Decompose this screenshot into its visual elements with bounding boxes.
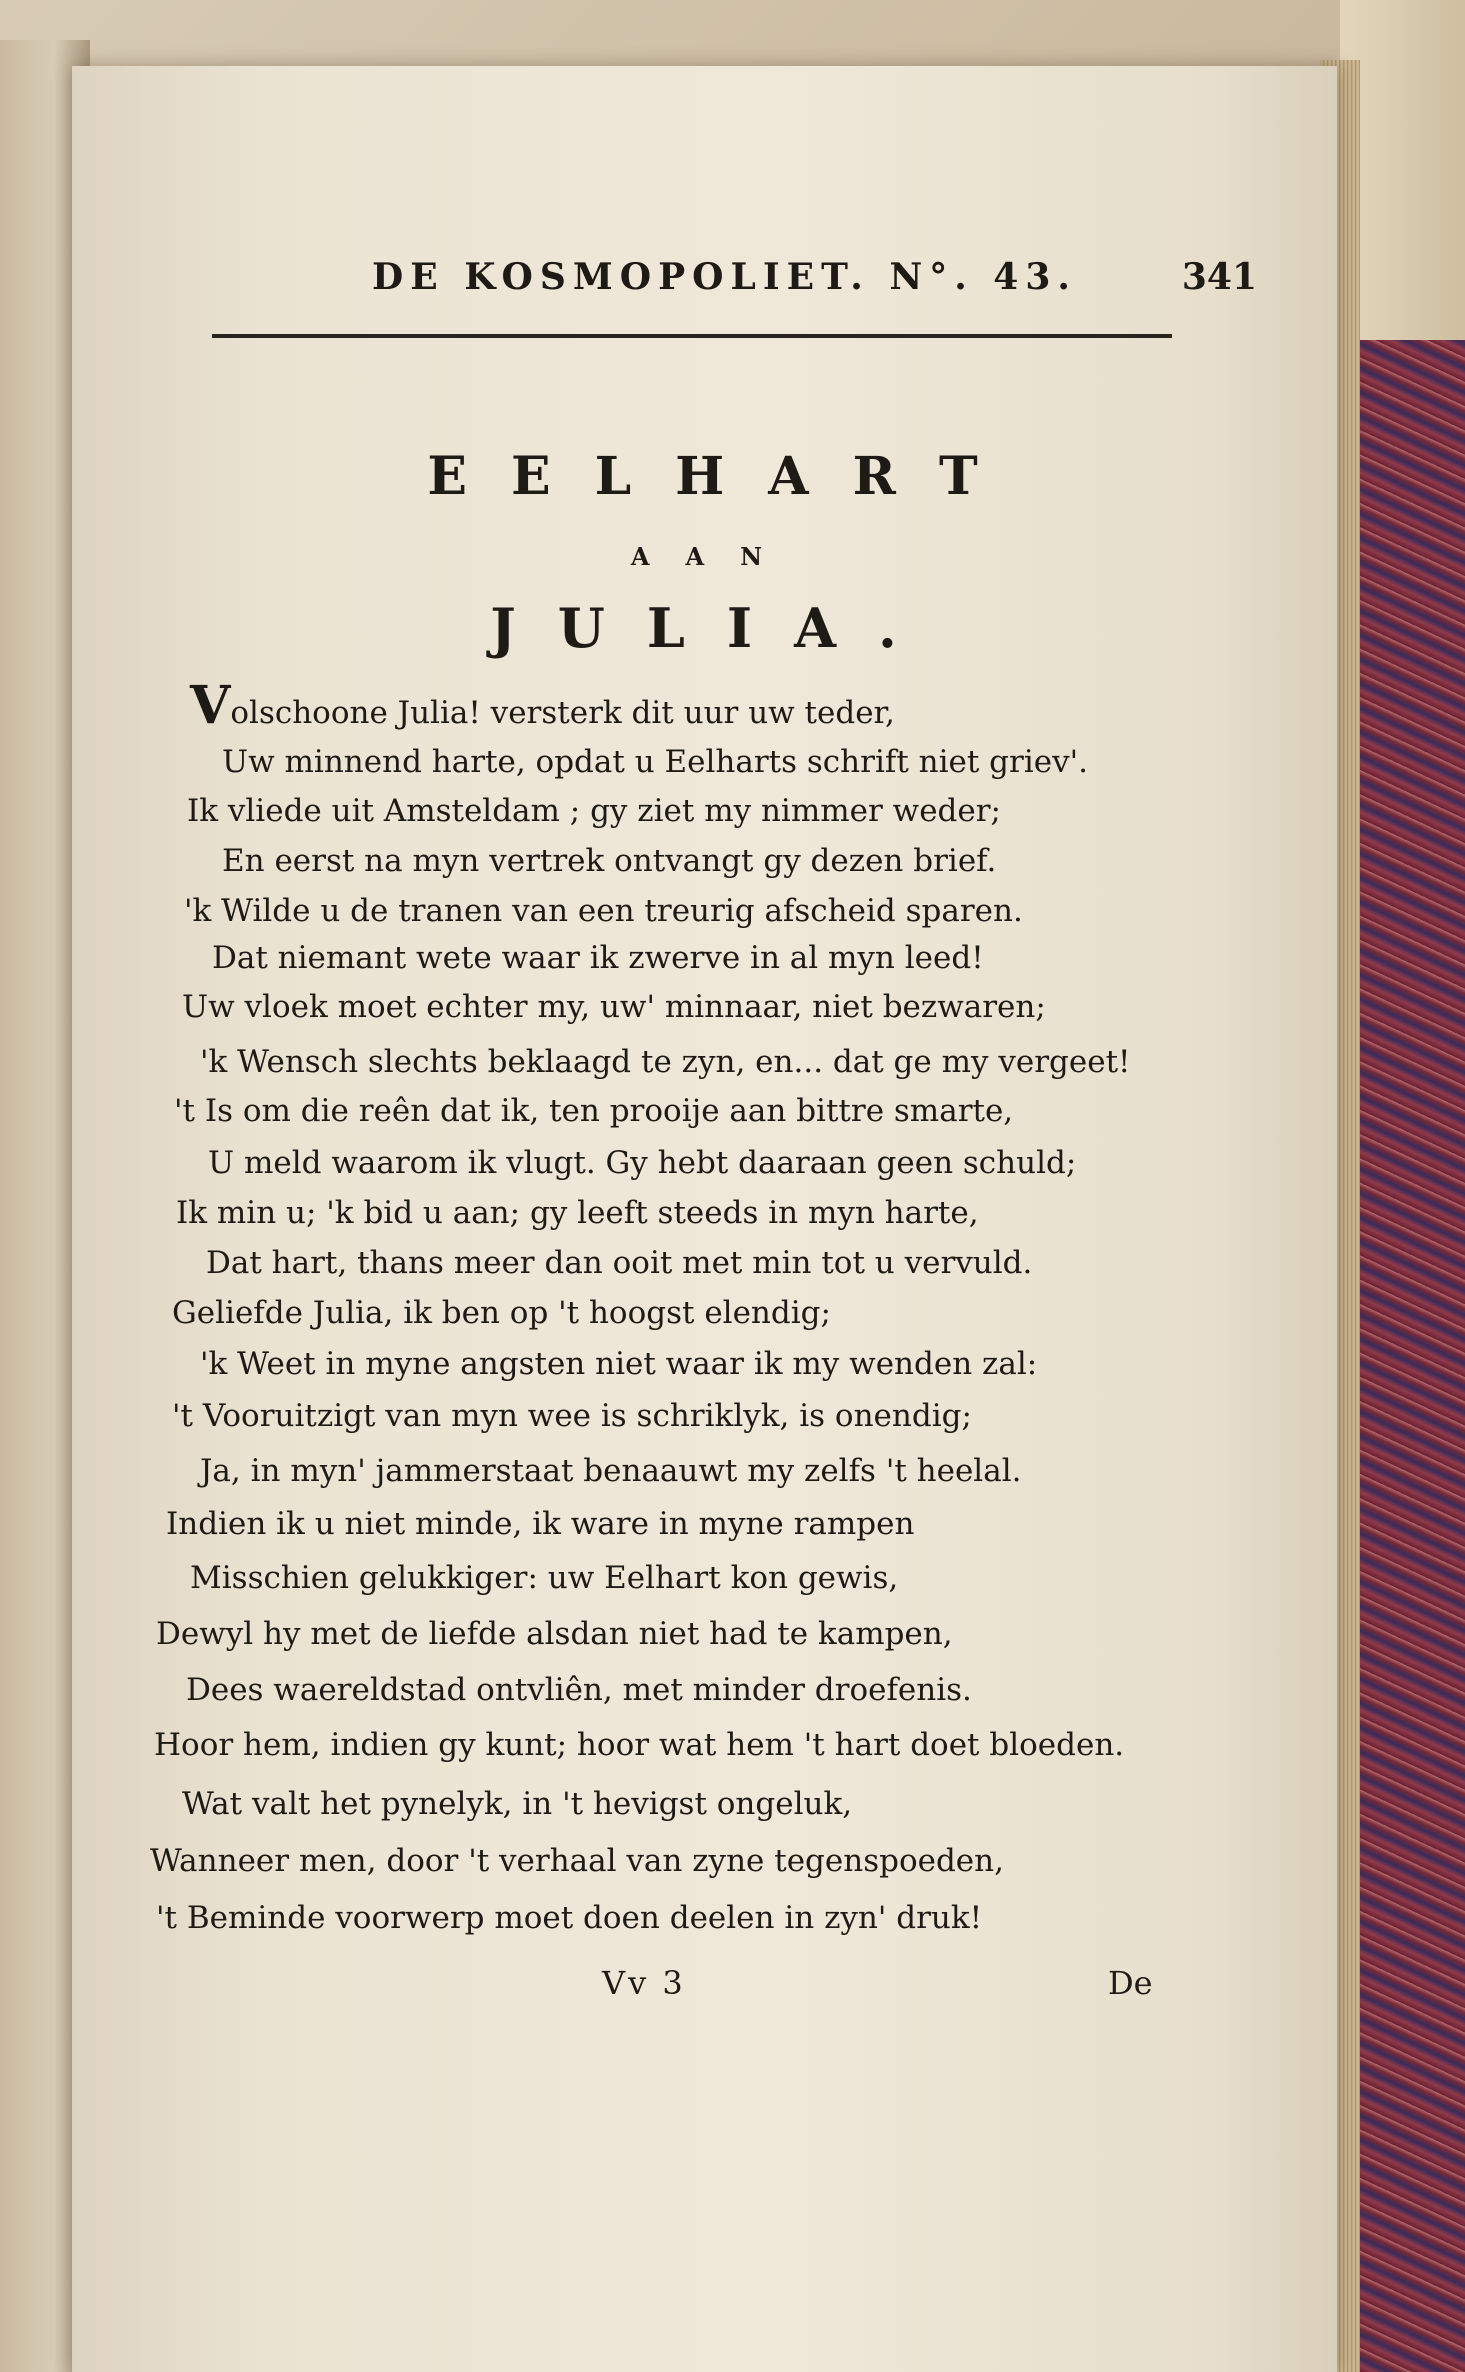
poem-line: Dees waereldstad ontvliên, met minder droefenis. <box>186 1672 972 1708</box>
poem-title-line-2: AAN <box>630 542 799 571</box>
poem-line: Misschien gelukkiger: uw Eelhart kon gewis, <box>190 1560 899 1596</box>
first-line-text: olschoone Julia! versterk dit uur uw teder, <box>230 695 895 731</box>
poem-line: 'k Wilde u de tranen van een treurig afscheid sparen. <box>184 893 1023 929</box>
catchword: De <box>1108 1964 1153 2002</box>
poem-line: En eerst na myn vertrek ontvangt gy dezen brief. <box>222 843 997 879</box>
poem-line: Wat valt het pynelyk, in 't hevigst ongeluk, <box>182 1786 853 1822</box>
poem-line: 'k Weet in myne angsten niet waar ik my wenden zal: <box>200 1346 1038 1382</box>
poem-line: Ik min u; 'k bid u aan; gy leeft steeds in myn harte, <box>176 1195 979 1231</box>
poem-line: 't Vooruitzigt van myn wee is schriklyk, is onendig; <box>172 1398 972 1434</box>
poem-line: U meld waarom ik vlugt. Gy hebt daaraan geen schuld; <box>208 1145 1077 1181</box>
poem-line: 'k Wensch slechts beklaagd te zyn, en... dat ge my vergeet! <box>200 1044 1131 1080</box>
page-number: 341 <box>1181 256 1257 298</box>
poem-line: Uw vloek moet echter my, uw' minnaar, niet bezwaren; <box>182 989 1046 1025</box>
running-head-title: DE KOSMOPOLIET. N°. 43. <box>372 256 1077 298</box>
poem-line: Dat niemant wete waar ik zwerve in al myn leed! <box>212 940 984 976</box>
poem-line: 't Beminde voorwerp moet doen deelen in zyn' druk! <box>156 1900 983 1936</box>
poem-line: Ja, in myn' jammerstaat benaauwt my zelfs 't heelal. <box>200 1453 1022 1489</box>
poem-line <box>190 675 895 736</box>
poem-line: Wanneer men, door 't verhaal van zyne tegenspoeden, <box>150 1843 1004 1879</box>
book-page <box>72 66 1337 2372</box>
drop-cap: V <box>190 675 231 736</box>
poem-line: Uw minnend harte, opdat u Eelharts schrift niet griev'. <box>222 744 1088 780</box>
poem-line: Ik vliede uit Amsteldam ; gy ziet my nimmer weder; <box>187 793 1001 829</box>
poem-body <box>72 66 1337 2372</box>
poem-line: Hoor hem, indien gy kunt; hoor wat hem 't hart doet bloeden. <box>154 1727 1125 1763</box>
poem-title-line-1: EELHART <box>427 446 1022 507</box>
marbled-endpaper <box>1360 340 1465 2372</box>
signature-mark: Vv 3 <box>602 1964 686 2002</box>
poem-title-line-3: JULIA. <box>490 596 939 660</box>
poem-line: Geliefde Julia, ik ben op 't hoogst elendig; <box>172 1295 831 1331</box>
poem-line: Dat hart, thans meer dan ooit met min tot u vervuld. <box>206 1245 1033 1281</box>
poem-line: Dewyl hy met de liefde alsdan niet had te kampen, <box>156 1616 953 1652</box>
poem-line: 't Is om die reên dat ik, ten prooije aan bittre smarte, <box>174 1093 1014 1129</box>
poem-line: Indien ik u niet minde, ik ware in myne rampen <box>166 1506 915 1542</box>
